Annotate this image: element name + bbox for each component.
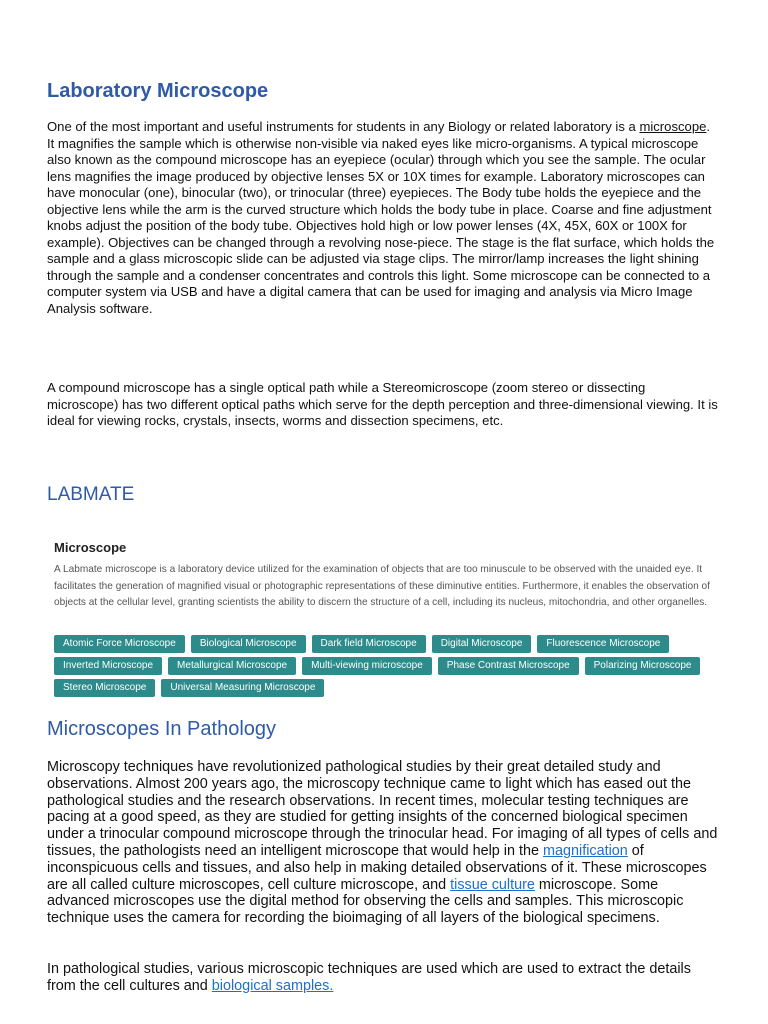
pathology-text-3: microscope. Some advanced microscopes use the digital method for observing the cells and samples. This microscopic technique uses the camera for recording the bioimaging of all layers of the biological specimens. [47,876,684,927]
labmate-heading: LABMATE [47,484,135,505]
tag-metallurgical-microscope[interactable]: Metallurgical Microscope [168,657,296,675]
tag-row-1 [54,635,724,653]
pathology-text-2: of inconspicuous cells and tissues, and also help in making detailed observations of it. These microscopes are all called culture microscopes, cell culture microscope, and [47,842,707,893]
tissue-culture-link[interactable]: tissue culture [450,876,535,893]
page-title: Laboratory Microscope [47,80,269,102]
tag-digital-microscope[interactable]: Digital Microscope [432,635,532,653]
microscope-tag-list [54,635,724,701]
intro-text-rest: . It magnifies the sample which is otherwise non-visible via naked eyes like micro-organisms. A typical microscope also known as the compound microscope has an eyepiece (ocular) through which you see the sample. The ocular lens magnifies the image produced by objective lenses 5X or 10X times for example. Laboratory microscopes can have monocular (one), binocular (two), or trinocular (three) eyepieces. The Body tube holds the eyepiece and the objective lens while the arm is the curved structure which holds the body tube in place. Coarse and fine adjustment knobs adjust the position of the body tube. Objectives hold high or low power lenses (4X, 45X, 60X or 100X for example). Objectives can be changed through a revolving nose-piece. The stage is the flat surface, which holds the sample and a glass microscopic slide can be adjusted via stage clips. The mirror/lamp increases the light shining through the sample and a condenser concentrates and controls this light. Some microscope can be connected to a computer system via USB and have a digital camera that can be used for imaging and analysis via Micro Image Analysis software. [47,119,715,316]
tag-atomic-force-microscope[interactable]: Atomic Force Microscope [54,635,185,653]
labmate-embed-card [54,538,722,612]
intro-paragraph [47,119,719,317]
tag-stereo-microscope[interactable]: Stereo Microscope [54,679,155,697]
pathology-paragraph [47,759,723,927]
tag-universal-measuring-microscope[interactable]: Universal Measuring Microscope [161,679,324,697]
tag-polarizing-microscope[interactable]: Polarizing Microscope [585,657,701,675]
tag-fluorescence-microscope[interactable]: Fluorescence Microscope [537,635,669,653]
tag-row-2 [54,657,724,675]
embed-description: A Labmate microscope is a laboratory device utilized for the examination of objects that are too minuscule to be observed with the unaided eye. It facilitates the generation of magnified visual or photographic representations of these diminutive entities. Furthermore, it enables the observation of objects at the cellular level, granting scientists the ability to discern the structure of a cell, including its nucleus, mitochondria, and other organelles. [54,564,710,608]
magnification-link[interactable]: magnification [543,842,628,859]
pathological-studies-paragraph [47,961,723,995]
tag-row-3 [54,679,724,697]
embed-title: Microscope [54,540,127,555]
pathology-heading: Microscopes In Pathology [47,718,277,740]
intro-text-start: One of the most important and useful instruments for students in any Biology or related laboratory is a [47,119,640,134]
compound-vs-stereo-paragraph: A compound microscope has a single optical path while a Stereomicroscope (zoom stereo or dissecting microscope) has two different optical paths which serve for the depth perception and three-dimensional viewing. It is ideal for viewing rocks, crystals, insects, worms and dissection specimens, etc. [47,380,718,428]
tag-dark-field-microscope[interactable]: Dark field Microscope [312,635,426,653]
microscope-term: microscope [639,119,707,134]
pathology-text-1: Microscopy techniques have revolutionized pathological studies by their great detailed study and observations. Almost 200 years ago, the microscopy technique came to light which has eased out the pathological studies and the research observations. In recent times, molecular testing techniques are pacing at a good speed, as they are studied for getting insights of the concerned biological specimen under a trinocular compound microscope through the trinocular head. For imaging of all types of cells and tissues, the pathologists need an intelligent microscope that would help in the [47,759,718,859]
pathological-studies-text: In pathological studies, various microscopic techniques are used which are used to extract the details from the cell cultures and [47,961,691,994]
tag-inverted-microscope[interactable]: Inverted Microscope [54,657,162,675]
tag-multi-viewing-microscope[interactable]: Multi-viewing microscope [302,657,432,675]
tag-biological-microscope[interactable]: Biological Microscope [191,635,306,653]
tag-phase-contrast-microscope[interactable]: Phase Contrast Microscope [438,657,579,675]
biological-samples-link[interactable]: biological samples. [211,977,334,994]
